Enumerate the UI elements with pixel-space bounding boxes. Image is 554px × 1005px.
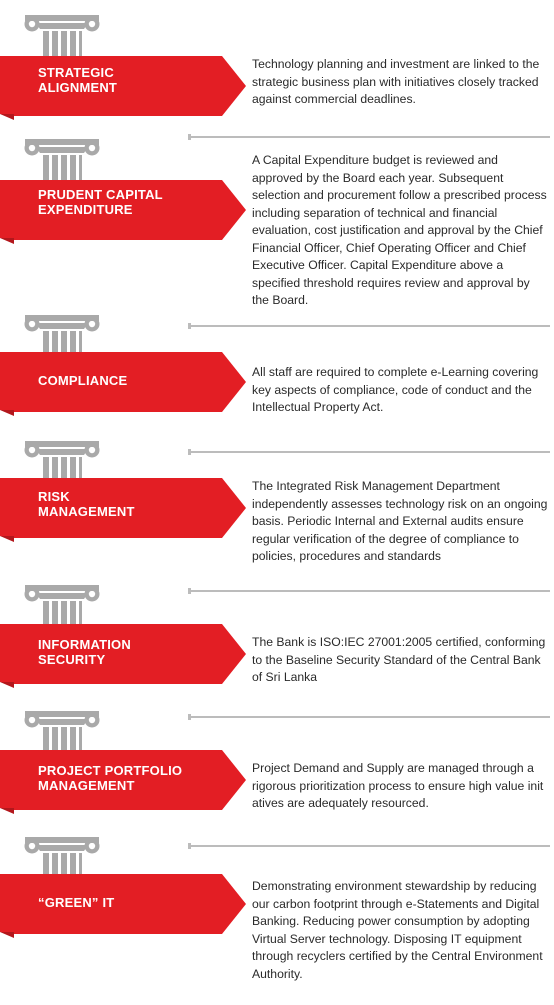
section-description: A Capital Expenditure budget is reviewed and approved by the Board each year. Subsequent selection and procurement follow a prescribed process including separation of technical and financial evaluation, cost justification and approval by the Chief Financial Officer, Chief Operating Officer and Chief Executive Officer. Capital Expenditure above a specified threshold requires review and approval by the Board.	[252, 153, 547, 307]
section-description: Technology planning and investment are linked to the strategic business plan with initiatives closely tracked against commercial deadlines.	[252, 57, 540, 106]
section-title: PROJECT PORTFOLIO MANAGEMENT	[38, 763, 183, 793]
section-title-banner	[0, 474, 248, 542]
section-description: The Bank is ISO:IEC 27001:2005 certified, conforming to the Baseline Security Standard of the Central Bank of Sri Lanka	[252, 635, 546, 684]
section-title-banner	[0, 176, 248, 244]
section-description: Demonstrating environment stewardship by reducing our carbon footprint through e-Statements and Digital Banking. Reducing power consumption by adopting Virtual Server technology. Disposing IT equipment through recyclers certified by the Central Environment Authority.	[252, 879, 543, 981]
section-title: RISK MANAGEMENT	[38, 489, 135, 519]
section-title-banner	[0, 746, 248, 814]
section-title: STRATEGIC ALIGNMENT	[38, 65, 118, 95]
section-title: PRUDENT CAPITAL EXPENDITURE	[38, 187, 163, 217]
section-title: COMPLIANCE	[38, 373, 128, 388]
section-title-banner	[0, 870, 248, 938]
section-description: The Integrated Risk Management Department independently assesses technology risk on an ongoing basis. Periodic Internal and External audits ensure regular verification of the degree of compliance to policies, procedures and standards	[252, 479, 548, 563]
section-description: All staff are required to complete e-Learning covering key aspects of compliance, code of conduct and the Intellectual Property Act.	[252, 365, 539, 414]
divider-line	[190, 325, 550, 327]
divider-line	[190, 590, 550, 592]
divider-line	[190, 845, 550, 847]
section-title-banner	[0, 620, 248, 688]
divider-line	[190, 716, 550, 718]
section-title-banner	[0, 348, 248, 416]
section-description: Project Demand and Supply are managed through a rigorous prioritization process to ensure high value init atives are adequately resourced.	[252, 761, 544, 810]
section-title: INFORMATION SECURITY	[38, 637, 131, 667]
section-title-banner	[0, 52, 248, 120]
divider-line	[190, 451, 550, 453]
section-title: “GREEN” IT	[38, 895, 115, 910]
divider-line	[190, 136, 550, 138]
